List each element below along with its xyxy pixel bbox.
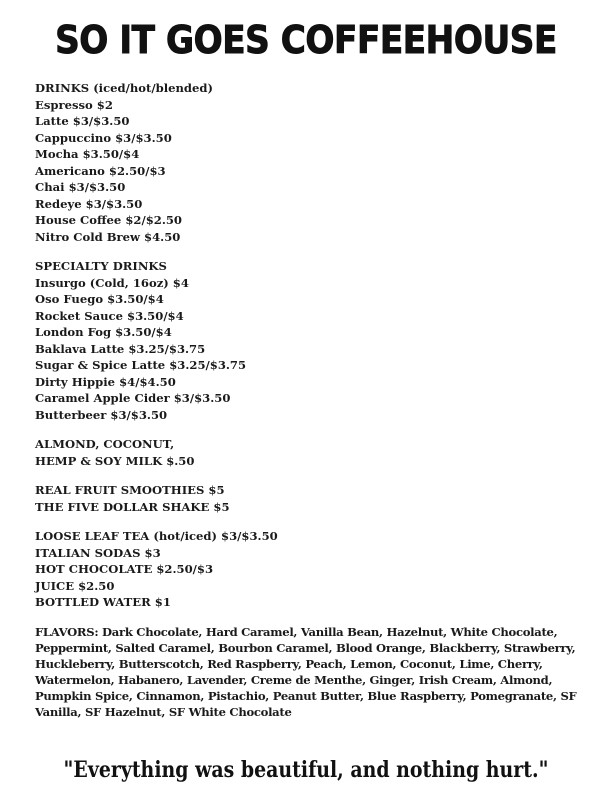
menu-item: Butterbeer $3/$3.50 — [35, 407, 168, 422]
menu-item: Caramel Apple Cider $3/$3.50 — [35, 391, 231, 405]
menu-item: Americano $2.50/$3 — [35, 163, 166, 178]
menu-section — [35, 258, 583, 423]
section-heading: ALMOND, COCONUT, — [35, 437, 175, 451]
menu-item: JUICE $2.50 — [35, 578, 115, 593]
section-spacer — [35, 611, 583, 624]
menu-section — [35, 80, 583, 245]
section-spacer — [35, 469, 583, 482]
menu-item: Nitro Cold Brew $4.50 — [35, 229, 181, 244]
menu-item: BOTTLED WATER $1 — [35, 595, 171, 609]
menu-item: Baklava Latte $3.25/$3.75 — [35, 341, 206, 356]
menu-item: Oso Fuego $3.50/$4 — [35, 292, 164, 306]
menu-item: Insurgo (Cold, 16oz) $4 — [35, 275, 189, 290]
menu-item: Dirty Hippie $4/$4.50 — [35, 374, 176, 389]
menu-item: Sugar & Spice Latte $3.25/$3.75 — [35, 358, 247, 372]
menu-body — [35, 80, 583, 720]
section-spacer — [35, 515, 583, 528]
menu-section — [35, 482, 583, 515]
menu-item: London Fog $3.50/$4 — [35, 325, 172, 339]
section-heading: SPECIALTY DRINKS — [35, 259, 167, 273]
menu-item: Espresso $2 — [35, 97, 113, 112]
section-heading: DRINKS (iced/hot/blended) — [35, 81, 214, 95]
section-heading: REAL FRUIT SMOOTHIES $5 — [35, 483, 225, 497]
menu-section — [35, 528, 583, 611]
menu-item: ITALIAN SODAS $3 — [35, 545, 161, 560]
menu-item: THE FIVE DOLLAR SHAKE $5 — [35, 499, 230, 514]
section-spacer — [35, 245, 583, 258]
menu-item: HEMP & SOY MILK $.50 — [35, 453, 195, 468]
menu-item: Mocha $3.50/$4 — [35, 147, 140, 161]
menu-item: Cappuccino $3/$3.50 — [35, 130, 172, 145]
quote: "Everything was beautiful, and nothing hurt." — [63, 757, 549, 783]
menu-item: Redeye $3/$3.50 — [35, 196, 143, 211]
menu-section — [35, 436, 583, 469]
flavors-list: FLAVORS: Dark Chocolate, Hard Caramel, Vanilla Bean, Hazelnut, White Chocolate, Peppermint, Salted Caramel, Bourbon Caramel, Blood Orange, Blackberry, Strawberry, Huckleberry, Butterscotch, Red Raspberry, Peach, Lemon, Coconut, Lime, Cherry, Watermelon, Habanero, Lavender, Creme de Menthe, Ginger, Irish Cream, Almond, Pumpkin Spice, Cinnamon, Pistachio, Peanut Butter, Blue Raspberry, Pomegranate, SF Vanilla, SF Hazelnut, SF White Chocolate — [35, 624, 577, 719]
menu-item: HOT CHOCOLATE $2.50/$3 — [35, 562, 214, 576]
menu-item: Chai $3/$3.50 — [35, 180, 126, 194]
menu-item: House Coffee $2/$2.50 — [35, 213, 182, 227]
section-spacer — [35, 423, 583, 436]
menu-item: Latte $3/$3.50 — [35, 114, 130, 128]
section-heading: LOOSE LEAF TEA (hot/iced) $3/$3.50 — [35, 529, 278, 543]
menu-item: Rocket Sauce $3.50/$4 — [35, 308, 184, 323]
page-title: SO IT GOES COFFEEHOUSE — [55, 18, 557, 62]
